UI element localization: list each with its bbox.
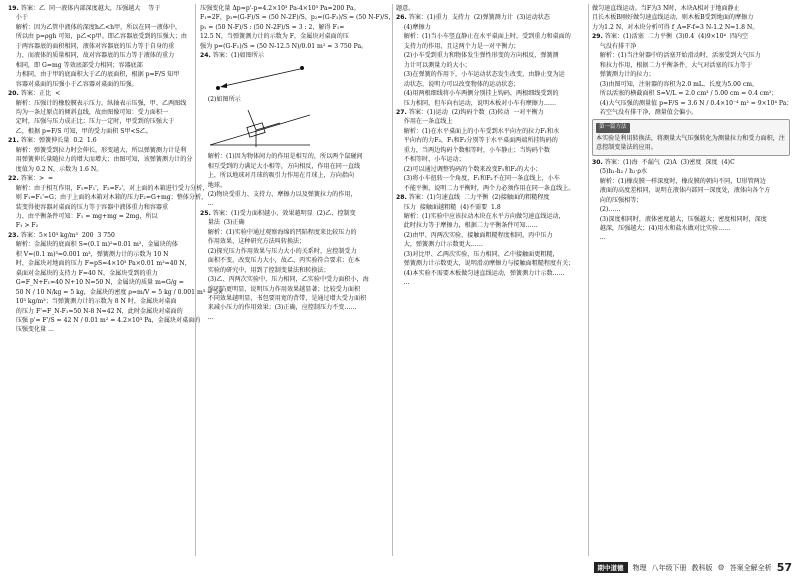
text-line: [8, 155, 192, 164]
line-text: 气没有排干净: [592, 42, 637, 50]
text-line: [592, 167, 790, 176]
text-line: [200, 181, 388, 190]
line-text: (2)由甲、丙两次实验，接触面粗糙程度相同，丙中压力: [396, 231, 553, 239]
line-text: 的压力 F'=F_N-F₁=50 N-8 N=42 N，此时金属块对桌面的: [8, 307, 183, 315]
line-text: (4)用两根细线将小车两侧分别挂上钩码，两根细线受到的: [396, 90, 559, 98]
column-4: [592, 4, 793, 556]
text-line: [592, 4, 790, 13]
line-text: 压强变化量 ...: [8, 326, 54, 334]
line-text: (2)探究压力作用效果与压力大小的关系时，应控制受力: [200, 247, 357, 255]
line-text: (2)物块受重力、支持力、摩擦力以及弹簧拉力的作用，: [200, 190, 357, 198]
page-number: 57: [776, 561, 792, 574]
text-line: [8, 250, 192, 259]
text-line: [396, 184, 584, 193]
line-text: 大，弹簧测力计示数更大……: [396, 241, 483, 249]
text-line: [592, 224, 790, 233]
text-line: [200, 256, 388, 265]
line-text: 均为一条过原点的倾斜直线，故由图像可知：受力面积一: [8, 108, 169, 116]
line-text: (4)本实验不需要木板做匀速直线运动，弹簧测力计示数……: [396, 269, 565, 277]
line-text: ...: [396, 279, 410, 287]
line-text: 上，所以地球对月球的吸引力作用在月球上，方向指向: [200, 172, 354, 180]
line-text: 解析：(1)因为物体间力的作用是相互的，所以两个鼠碰间: [200, 153, 363, 161]
line-text: 压强变化量 Δp=p'-p=4.2×10³ Pa-4×10³ Pa=200 Pa。: [200, 5, 360, 12]
line-text: 解析：压强计的橡胶膜表示压力，纵轴表示压强，甲、乙两图线: [8, 99, 187, 107]
text-line: [396, 278, 584, 287]
footer-answer-label: 答案全解全析: [729, 563, 772, 572]
line-text: 量法 (3)正确: [200, 219, 245, 227]
text-line: [592, 70, 790, 79]
line-text: 来减小压力的作用效果；(3)正确，应控制压力不变……: [200, 304, 357, 312]
line-text: ...: [200, 313, 214, 321]
line-text: 乙，根据 p=F/S 可知，甲的受力面积 S甲<S乙。: [8, 127, 152, 135]
question-number: 24.: [200, 52, 211, 60]
text-line: [592, 89, 790, 98]
text-line: [8, 184, 209, 193]
line-text: 且长木板B刚好做匀速直线运动，则木板B受到地面的摩擦力: [592, 14, 754, 22]
text-line: [8, 70, 192, 79]
line-text: 做匀速直线运动。当F为3 N时，木块A相对于地面静止: [592, 5, 740, 12]
text-line: [8, 89, 192, 98]
line-text: 压强 p'= F'/S = 42 N / 0.01 m² = 4.2×10³ Pa，金属块对桌面的: [8, 316, 201, 324]
text-line: [396, 193, 584, 202]
text-line: [8, 259, 192, 268]
line-text: 弹簧测力计的拉力；: [592, 71, 655, 79]
text-line: [396, 165, 584, 174]
text-line: [8, 212, 192, 221]
text-line: [396, 136, 584, 145]
text-line: [592, 61, 790, 70]
text-line: [200, 51, 388, 60]
text-line: [396, 99, 584, 108]
line-text: F₁ > F₂: [8, 222, 39, 230]
gear-icon: ⚙: [717, 563, 725, 572]
text-line: [592, 186, 790, 195]
line-text: 答案：乙 同一液体内部深度越大，压强越大 等于: [20, 5, 161, 12]
line-text: 答案：(1)活塞 二力平衡 (3)0.4 (4)9×10⁴ 四内空: [604, 33, 749, 41]
text-line: [200, 171, 388, 180]
line-text: 所以活塞的横截面积 S=V/L = 2.0 cm³ / 5.00 cm = 0.4 cm²；: [592, 90, 778, 98]
line-text: 解析：弹簧受到拉力时会伸长，形变越大，所以弹簧测力计是利: [8, 146, 187, 154]
line-text: 力为1.2 N，对木块分析可得 f_A=F-f=3 N-1.2 N=1.8 N。: [592, 23, 759, 31]
line-text: (5)h₁-h₂ / h₁·ρ水: [592, 168, 648, 176]
line-text: 答案：(1)如图所示: [212, 52, 265, 60]
line-text: 不能平衡，说明二力平衡时，两个力必须作用在同一条直线上。: [396, 184, 575, 192]
text-line: [592, 108, 790, 117]
text-line: [200, 247, 388, 256]
line-text: ...: [592, 234, 606, 242]
text-line: [200, 266, 388, 275]
line-text: 面积不变，改变压力大小，故乙、丙实验符合要求；在本: [200, 257, 361, 265]
text-line: [200, 32, 388, 41]
text-line: [396, 13, 584, 22]
text-line: [8, 51, 192, 60]
text-line: [8, 13, 192, 22]
text-line: [396, 240, 584, 249]
line-text: 时，金属块对地面的压力 F=pS=4×10³ Pa×0.01 m²=40 N，: [8, 260, 191, 268]
line-text: 作用效果，这种研究方法叫转换法；: [200, 238, 306, 246]
column-divider: [588, 4, 589, 556]
line-text: (2)可以通过调整钩码的个数来改变F₁和F₂的大小；: [396, 165, 542, 173]
text-line: [200, 294, 388, 303]
line-text: 和拉力作用，根据二力平衡条件，大气对活塞的压力等于: [592, 61, 753, 69]
text-line: [8, 4, 192, 13]
line-text: 小于: [8, 14, 28, 22]
line-text: 解析：(1)当注射器中的活塞开始滑动时，活塞受到大气压力: [592, 52, 761, 60]
text-line: [396, 231, 584, 240]
line-text: (3)对比甲、乙两次实验，压力相同，乙中接触面更粗糙，: [396, 250, 559, 258]
footer-grade: 八年级下册: [651, 563, 687, 572]
question-number: 28.: [396, 194, 407, 202]
text-line: [592, 13, 790, 22]
line-text: 向的压强相等；: [592, 196, 643, 204]
line-text: (2)……: [592, 206, 621, 214]
line-text: 答案：正比 <: [20, 90, 61, 98]
column-2: [200, 4, 395, 556]
text-line: [592, 205, 790, 214]
text-line: [592, 233, 790, 242]
question-number: 26.: [396, 14, 407, 22]
text-line: [8, 61, 192, 70]
text-line: [200, 13, 395, 22]
line-text: 动状态，说明力可以改变物体的运动状态；: [396, 80, 520, 88]
line-text: 10³ kg/m³；当弹簧测力计的示数为 8 N 时，金属块对桌面: [8, 298, 177, 306]
text-line: [8, 42, 192, 51]
line-text: 此时拉力等于摩擦力，根据二力平衡条件可知……: [396, 222, 538, 230]
text-line: [200, 4, 388, 13]
line-text: 则 F₁=F₁'=G；由于上面的木箱对木箱的压力F₂=G+mg；整体分析，: [8, 194, 208, 202]
text-line: [8, 316, 201, 325]
footer-brand: 期中道德: [594, 562, 628, 573]
text-line: [396, 42, 584, 51]
text-line: [8, 127, 192, 136]
line-text: 绵凹陷更明显，说明压力作用效果越显著；比较受力面积: [200, 285, 361, 293]
line-text: p₁ = (50 N-F)/S : (50 N-2F)/S = 3 : 2，解得 F₁=: [200, 23, 345, 31]
line-text: 用弹簧伸长量随拉力的增大而增大；由图可知，该弹簧测力计的分: [8, 156, 193, 164]
line-text: (3)由图可知，注射器的容积为2.0 mL，长度为5.00 cm，: [592, 80, 759, 88]
text-line: [592, 23, 790, 32]
line-text: 力相同，由于甲的底面积大于乙的底面积，根据 p=F/S 知甲: [8, 71, 180, 79]
text-line: [200, 275, 388, 284]
text-line: [396, 174, 584, 183]
line-text: 压力 接触面越粗糙 (4)不需要 1.8: [396, 203, 501, 211]
line-text: (4)摩擦力: [396, 23, 431, 31]
text-line: [396, 80, 584, 89]
line-text: 定时，压强与压力成正比；压力一定时，甲受到的压强大于: [8, 118, 175, 126]
line-text: 不相等时，小车运动；: [396, 156, 465, 164]
text-line: [396, 221, 584, 230]
text-line: [200, 218, 388, 227]
line-text: 重力，当两边钩码个数相等时，小车静止；当钩码个数: [396, 146, 550, 154]
line-text: 于两容器底的面积相同，液体对容器底的压力等于自身的重: [8, 42, 175, 50]
text-line: [200, 313, 388, 322]
text-line: [8, 146, 192, 155]
line-text: 越深，压强越大；(4)用水和盐水做对比实验……: [592, 224, 731, 232]
line-text: 解析：金属块的底面积 S=(0.1 m)²=0.01 m²，金属块的体: [8, 241, 178, 249]
line-text: (3)将小车扭转一个角度，F₁和F₂不在同一条直线上，小车: [396, 175, 560, 183]
line-text: 解析：由于相互作用，F₁=F₁'，F₂=F₂'，对上面的木箱进行受力分析，: [8, 184, 209, 192]
line-text: G=F_N+F₁=40 N+10 N=50 N，金属块的质量 m=G/g =: [8, 279, 184, 287]
text-line: [200, 152, 388, 161]
line-text: 答案：5×10³ kg/m³ 200 3 750: [20, 231, 115, 239]
line-text: 平向右的力F₂，F₁和F₂分别等于水平桌面两端所挂钩码的: [396, 137, 558, 145]
line-text: 答案：(1)匀速直线 二力平衡 (2)接触面的粗糙程度: [408, 194, 550, 202]
text-line: [8, 23, 192, 32]
text-line: [396, 89, 584, 98]
text-line: [396, 269, 584, 278]
text-line: [8, 288, 224, 297]
force-diagram-incline: [200, 105, 320, 151]
text-line: [8, 269, 192, 278]
line-text: 力，由平衡条件可知：F₁ = mg+mg = 2mg，所以: [8, 212, 158, 220]
text-line: [8, 117, 192, 126]
column-3: [396, 4, 584, 556]
text-line: [396, 70, 584, 79]
text-line: [396, 4, 584, 13]
line-text: (4)大气压强的测量值 p=F/S = 3.6 N / 0.4×10⁻⁴ m² = 9×10⁴ Pa；: [592, 99, 793, 107]
line-text: 解析：(1)橡皮膜一样深度时，橡皮膜的朝向不同，U形管两边: [592, 177, 766, 185]
text-line: [8, 203, 192, 212]
text-line: [8, 240, 192, 249]
line-text: 积 V=(0.1 m)³=0.001 m³，弹簧测力计的示数为 10 N: [8, 250, 169, 258]
line-text: 实验的研究中，用到了控制变量法和转换法；: [200, 266, 330, 274]
line-text: 弹簧测力计示数更大，说明滑动摩擦力与接触面粗糙程度有关；: [396, 260, 575, 268]
text-line: [592, 196, 790, 205]
text-line: [396, 203, 584, 212]
method-note-box: [592, 119, 790, 155]
line-text: (2)如图所示: [200, 95, 241, 103]
text-line: [8, 193, 208, 202]
line-text: (3)在弹簧的作用下，小车运动状态发生改变，由静止变为运: [396, 71, 565, 79]
line-text: 液面的高度差相同，说明在液体内部同一深度处，液体向各个方: [592, 187, 771, 195]
text-line: [8, 165, 192, 174]
text-line: [200, 42, 388, 51]
question-number: 19.: [8, 5, 19, 12]
line-text: 答案：(1)受力面积越小，效果越明显 (2)乙、控制变: [212, 209, 356, 217]
method-note-tag: 第一篇方法: [596, 123, 630, 132]
text-line: [8, 99, 192, 108]
text-line: [396, 155, 584, 164]
text-line: [200, 228, 388, 237]
text-line: [396, 250, 584, 259]
line-text: 支持力的作用，且这两个力是一对平衡力；: [396, 42, 520, 50]
text-line: [200, 209, 388, 218]
line-text: 压力相同，但车向右运动，说明木板对小车有摩擦力……: [396, 99, 557, 107]
line-text: 答案：> =: [20, 175, 54, 183]
text-line: [592, 80, 790, 89]
text-line: [396, 32, 584, 41]
question-number: 30.: [592, 158, 603, 166]
text-line: [592, 51, 790, 60]
text-line: [8, 307, 192, 316]
text-line: [8, 174, 192, 183]
column-divider: [195, 4, 196, 556]
question-number: 29.: [592, 33, 603, 41]
line-text: 相同，即 G=mg 等效底部受力相同；容器底部: [8, 61, 143, 69]
text-line: [200, 237, 388, 246]
line-text: 不同效果越明显，书包要用宽的背带，是通过增大受力面积: [200, 294, 367, 302]
text-line: [8, 278, 192, 287]
line-text: (3)深度相同时，液体密度越大，压强越大；密度相同时，深度: [592, 215, 767, 223]
footer-subject: 物理: [632, 563, 647, 572]
text-line: [592, 158, 790, 167]
line-text: 答案：弹簧伸长量 0.2 1.6: [20, 137, 97, 145]
text-line: [396, 23, 584, 32]
line-text: 地球。: [200, 181, 227, 189]
line-text: (3)乙、丙两次实验中，压力相同，乙实验中受力面积小，海: [200, 276, 369, 284]
text-line: [396, 259, 584, 268]
text-line: [200, 95, 388, 104]
line-text: 所以由 p=ρgh 可知，p乙<p甲。即乙容器底受到的压强大；由: [8, 33, 188, 41]
text-line: [396, 212, 584, 221]
line-text: 装变得使容器对桌面的压力等于容器中液体重力和容器重: [8, 203, 169, 211]
text-line: [396, 51, 584, 60]
line-text: 力计可以测量力的大小；: [396, 61, 471, 69]
text-line: [8, 80, 192, 89]
question-number: 20.: [8, 90, 19, 98]
text-line: [592, 32, 790, 41]
line-text: 答案：(1)运动 (2)钩码个数 (3)转动 一对平衡力: [408, 108, 544, 116]
text-line: [592, 215, 790, 224]
question-number: 22.: [8, 175, 19, 183]
line-text: (2)小车受到重力和物体发生弹性形变的方向相反，弹簧测: [396, 52, 559, 60]
text-line: [200, 190, 388, 199]
line-text: 作用在一条直线上: [396, 118, 453, 126]
question-number: 23.: [8, 231, 19, 239]
line-text: 解析：(1)当小车竖直静止在水平桌面上时，受到重力和桌面的: [396, 33, 571, 41]
line-text: 12.5 N，当弹簧测力计的示数为 F，金属块对桌面的压: [200, 33, 349, 41]
line-text: ...: [200, 200, 214, 208]
text-line: [396, 127, 584, 136]
question-number: 25.: [200, 209, 211, 217]
text-line: [8, 221, 192, 230]
text-line: [200, 162, 388, 171]
line-text: 答案：(1)海 不漏气 (2)A (3)密度 深度 (4)C: [604, 158, 735, 166]
line-text: 解析：(1)实验中通过观察海绵的凹陷程度来比较压力的: [200, 228, 357, 236]
text-line: [592, 177, 790, 186]
line-text: 解析：(1)在水平桌面上的小车受到水平向左的拉力F₁和水: [396, 127, 560, 135]
line-text: 答案：(1)重力 支持力 (2)弹簧测力计 (3)运动状态: [408, 14, 550, 22]
line-text: 50 N / 10 N/kg = 5 kg，金属块的密度 ρ=m/V = 5 kg / 0.001 m³ = 5×: [8, 288, 224, 296]
text-line: [396, 146, 584, 155]
line-text: F₁=2F，p₁=(G-F)/S = (50 N-2F)/S，p₂=(G-F₂)/S = (50 N-F)/S，: [200, 14, 395, 22]
line-text: 解析：因为乙管中液体的深度h乙<h甲，所以在同一液体中，: [8, 23, 182, 31]
column-divider: [392, 4, 393, 556]
line-text: 强为 p=(G-F₁)/S = (50 N-12.5 N)/0.01 m² = 3 750 Pa。: [200, 42, 368, 50]
line-text: 题意。: [396, 5, 415, 12]
text-line: [592, 42, 790, 51]
force-diagram-earth-moon: [200, 62, 320, 94]
page-footer: [0, 558, 800, 578]
question-number: 27.: [396, 108, 407, 116]
text-line: [200, 303, 388, 312]
line-text: 度值为 0.2 N，示数为 1.6 N。: [8, 165, 103, 173]
question-number: 21.: [8, 137, 19, 145]
text-line: [396, 61, 584, 70]
text-line: [396, 108, 584, 117]
method-note-text: 本实验是利用转换法，将测量大气压强转化为测量拉力和受力面积，注意控制变量法的应用。: [596, 134, 785, 152]
text-line: [8, 325, 192, 334]
line-text: 相互受到的力满足大小相等，方向相反，作用在同一直线: [200, 162, 361, 170]
text-line: [592, 99, 793, 108]
text-line: [200, 23, 388, 32]
text-line: [200, 199, 388, 208]
text-line: [8, 108, 192, 117]
text-line: [396, 117, 584, 126]
line-text: 若空气没有排干净，测量值会偏小。: [592, 108, 698, 116]
text-line: [200, 285, 388, 294]
text-line: [8, 231, 192, 240]
text-line: [8, 136, 192, 145]
line-text: 容器对桌面的压强小于乙容器对桌面的压强。: [8, 80, 138, 88]
text-line: [8, 297, 192, 306]
line-text: 力，而液体的质量相同，故对容器底的压力等于液体的重力: [8, 52, 175, 60]
line-text: 解析：(1)实验中应该拉动木块在水平方向做匀速直线运动，: [396, 212, 565, 220]
text-line: [8, 32, 192, 41]
line-text: 桌面对金属块的支持力 F=40 N，金属块受到的重力: [8, 269, 158, 277]
footer-edition: 教科版: [691, 563, 713, 572]
